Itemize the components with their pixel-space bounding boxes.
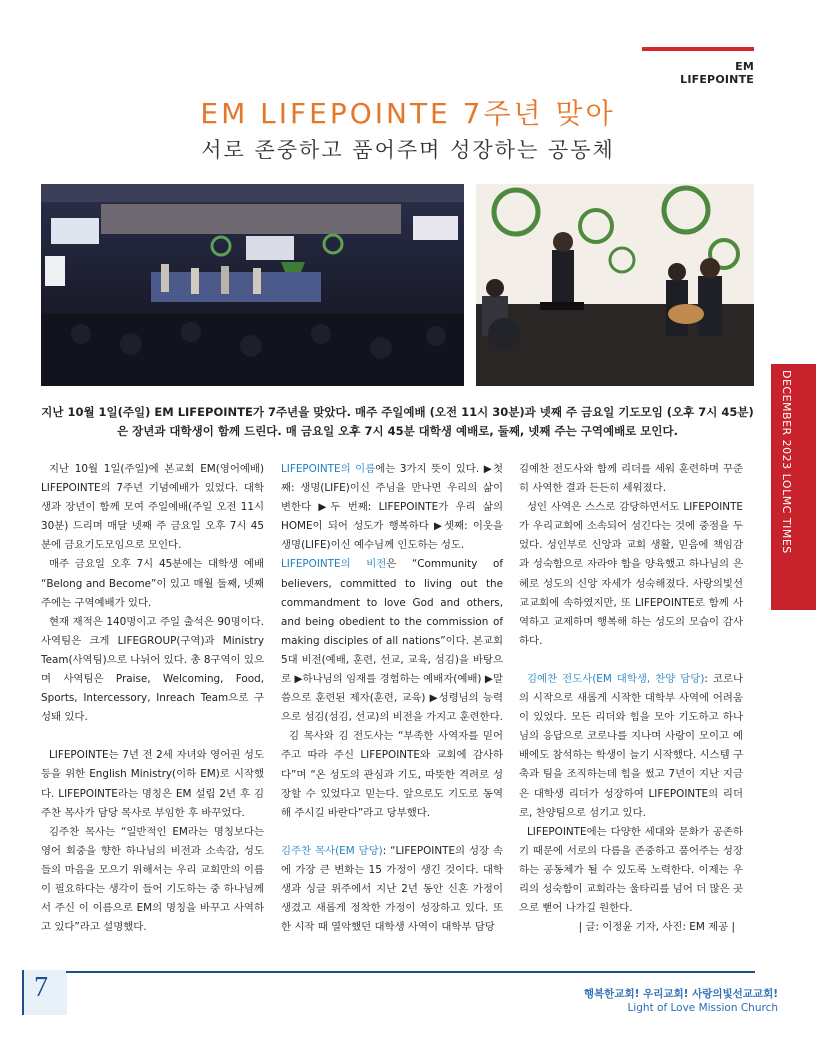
photo-credit: | 글: 이정윤 기자, 사진: EM 제공 | xyxy=(578,921,735,934)
paragraph: 김예찬 전도사와 함께 리더를 세워 훈련하며 꾸준히 사역한 결과 든든히 세워졌다. xyxy=(519,463,743,495)
footer-slogan-korean: 행복한교회! 우리교회! 사랑의빛선교교회! xyxy=(583,988,778,1000)
paragraph: LIFEPOINTE에는 다양한 세대와 문화가 공존하기 때문에 서로의 다름을 존중하고 품어주는 성장하는 공동체가 될 수 있도록 노력한다. 이제는 우리의 성숙함이 교회라는 울타리를 넘어 더 많은 곳으로 뻗어 나가길 원한다. xyxy=(519,825,743,915)
speaker-band-photo xyxy=(476,184,754,386)
page-number: 7 xyxy=(34,972,48,1003)
paragraph: 김 목사와 김 전도사는 “부족한 사역자를 믿어주고 따라 주신 LIFEPOINTE와 교회에 감사하다”며 “온 성도의 관심과 기도, 따뜻한 격려로 성장할 수 있었다고 믿는다. 앞으로도 기도로 동역해 주시길 바란다”라고 당부했다. xyxy=(281,730,503,819)
paragraph: 매주 금요일 오후 7시 45분에는 대학생 예배 “Belong and Become”이 있고 매월 둘째, 넷째 주에는 구역예배가 있다. xyxy=(41,558,264,609)
lifepointe-name-text: 에는 3가지 뜻이 있다. ▶첫째: 생명(LIFE)이신 주님을 만나면 우리의 삶이 변한다 ▶두 번째: LIFEPOINTE가 우리 삶의 HOME이 되어 성도가 행복하다 ▶셋째: 이웃을 생명(LIFE)이신 예수님께 인도하는 성도. xyxy=(281,463,503,552)
photo-caption: 지난 10월 1일(주일) EM LIFEPOINTE가 7주년을 맞았다. 매주 주일예배 (오전 11시 30분)과 넷째 주 금요일 기도모임 (오후 7시 45분)은 장년과 대학생이 함께 드린다. 매 금요일 오후 7시 45분 대학생 예배로, 둘째, 넷째 주는 구역예배로 모인다. xyxy=(41,405,754,438)
paragraph xyxy=(281,460,503,555)
top-accent-rule xyxy=(642,47,754,51)
evangelist-label: 김예찬 전도사(EM 대학생, 찬양 담당) xyxy=(527,672,705,685)
article-column-2 xyxy=(281,460,503,937)
paragraph: 현재 재적은 140명이고 주일 출석은 90명이다. 사역팀은 크게 LIFEGROUP(구역)과 Ministry Team(사역팀)으로 나뉘어 있다. 총 8구역이 있으며 사역팀은 Praise, Welcoming, Food, Sports, Intercessory, Inreach Team으로 구성돼 있다. xyxy=(41,615,264,724)
article-headline: EM LIFEPOINTE 7주년 맞아 xyxy=(200,97,616,130)
paragraph: 성인 사역은 스스로 감당하면서도 LIFEPOINTE가 우리교회에 소속되어 섬긴다는 것에 중점을 두었다. 성인부로 신앙과 교회 생활, 믿음에 책임감과 성숙함으로 자라야 함을 양육했고 하나님의 은혜로 성도의 신앙 자세가 성숙해졌다. 사랑의빛선교교회에 속하였지만, 또 LIFEPOINTE로 함께 사역하고 교제하며 행복해 하는 성도의 모습이 감사하다. xyxy=(519,501,743,647)
lifepointe-vision-label: LIFEPOINTE의 비전 xyxy=(281,558,387,571)
article-column-1 xyxy=(41,460,264,937)
paragraph: LIFEPOINTE는 7년 전 2세 자녀와 영어권 성도 등을 위한 English Ministry(이하 EM)로 시작했다. LIFEPOINTE라는 명칭은 EM 설립 2년 후 김주찬 목사가 담당 목사로 부임한 후 바꾸었다. xyxy=(41,749,264,819)
evangelist-text: : 코로나의 시작으로 새롭게 시작한 대학부 사역에 어려움이 있었다. 모든 리더와 힘을 모아 기도하고 하나님의 응답으로 코로나를 지나며 사랑이 모이고 예배에도 참석하는 학생이 늘기 시작했다. 시스템 구축과 팀을 조직하는데 힘을 썼고 7년이 지난 지금은 대학생 리더가 성장하여 LIFEPOINTE의 리더로, 찬양팀으로 섬기고 있다. xyxy=(519,672,743,819)
pastor-text: : “LIFEPOINTE의 성장 속에 가장 큰 변화는 15 가정이 생긴 것이다. 대학생과 싱글 위주에서 지난 2년 동안 신혼 가정이 생겼고 새롭게 정착한 가정이 성장하고 있다. 또한 시작 때 열악했던 대학생 사역이 대학부 담당 xyxy=(281,844,503,934)
footer-slogan-english: Light of Love Mission Church xyxy=(627,1002,778,1014)
article-column-3 xyxy=(519,460,743,937)
side-tab xyxy=(771,364,816,610)
paragraph xyxy=(519,670,743,823)
lifepointe-name-label: LIFEPOINTE의 이름 xyxy=(281,463,376,475)
lifepointe-vision-text: 은 “Community of believers, committed to living out the commandment to love God and others, and being obedient to the commission of making disciples of all nations”이다. 본교회 5대 비전(예배, 훈련, 선교, 교육, 섬김)을 바탕으로 ▶하나님의 임재를 경험하는 예배자(예배) ▶말씀으로 훈련된 제자(훈련, 교육) ▶성령님의 능력으로 섬김(섬김, 선교)의 비전을 가지고 훈련한다. xyxy=(281,558,503,724)
paragraph xyxy=(281,555,503,727)
paragraph: 지난 10월 1일(주일)에 본교회 EM(영어예배) LIFEPOINTE의 7주년 기념예배가 있었다. 대학생과 장년이 함께 모여 주일예배(주일 오전 11시 30분) 드리며 매달 넷째 주 금요일 오후 7시 45분에 금요기도모임으로 모인다. xyxy=(41,463,264,552)
pastor-label: 김주찬 목사(EM 담당) xyxy=(281,844,383,857)
section-label: EM LIFEPOINTE xyxy=(680,60,754,86)
worship-service-photo xyxy=(41,184,464,386)
footer-rule xyxy=(66,971,755,973)
article-subhead: 서로 존중하고 품어주며 성장하는 공동체 xyxy=(201,138,615,162)
paragraph: 김주찬 목사는 “일반적인 EM라는 명칭보다는 영어 회중을 향한 하나님의 비전과 소속감, 성도들의 마음을 모으기 위해서는 우리 교회만의 이름이 필요하다는 생각이 들어 기도하는 중 하나님께서 주신 이 이름으로 EM의 명칭을 바꾸고 사역하고 있다”라고 설명했다. xyxy=(41,825,264,934)
side-tab-label: DECEMBER 2023 LOLMC TIMES xyxy=(780,370,793,554)
paragraph xyxy=(281,842,503,937)
